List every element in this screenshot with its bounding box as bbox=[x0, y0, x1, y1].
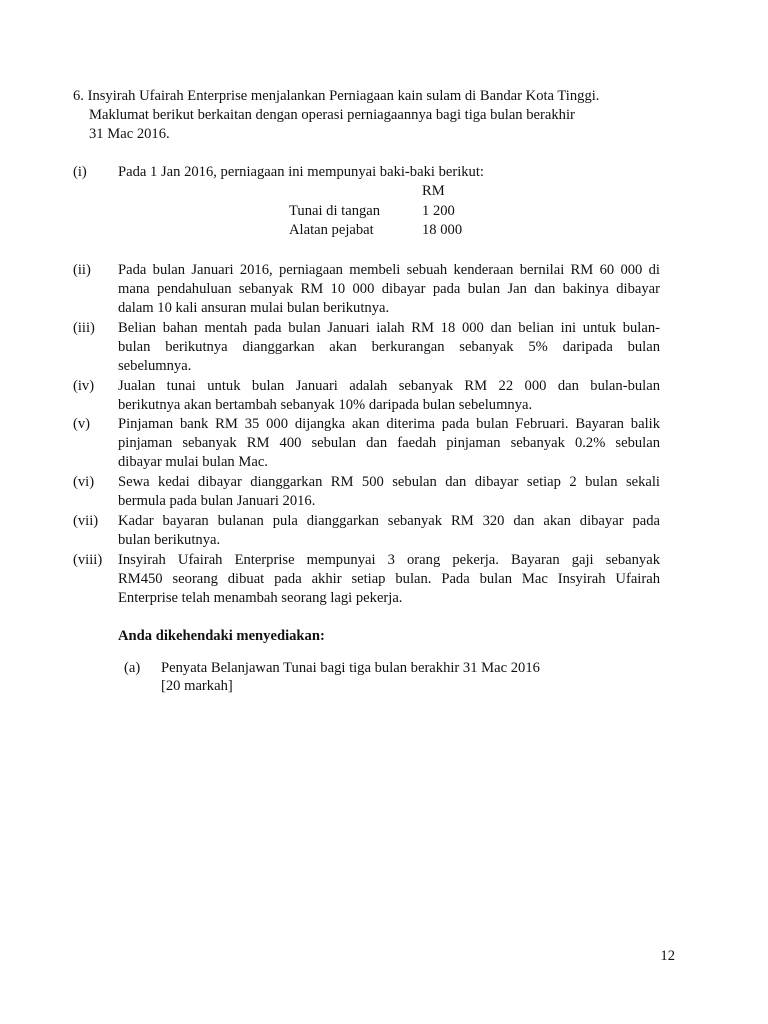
balance-row-name: Alatan pejabat bbox=[289, 222, 374, 238]
item-text-line: Kadar bayaran bulanan pula dianggarkan sebanyak RM 320 dan akan dibayar pada bbox=[118, 513, 660, 529]
item-label: (v) bbox=[73, 416, 91, 432]
item-text-line: bulan berikutnya dianggarkan akan berkurangan sebanyak 5% daripada bulan bbox=[118, 339, 660, 355]
item-text-line: pinjaman sebanyak RM 400 sebulan dan faedah pinjaman sebanyak 0.2% sebulan bbox=[118, 435, 660, 451]
item-text-line: Pinjaman bank RM 35 000 dijangka akan diterima pada bulan Februari. Bayaran balik bbox=[118, 416, 660, 432]
item-text-line: Pada bulan Januari 2016, perniagaan membeli sebuah kenderaan bernilai RM 60 000 di bbox=[118, 262, 660, 278]
item-text-line: mana pendahuluan sebanyak RM 10 000 dibayar pada bulan Jan dan bakinya dibayar bbox=[118, 281, 660, 297]
balance-row-name: Tunai di tangan bbox=[289, 203, 381, 219]
question-intro-line: Maklumat berikut berkaitan dengan operasi perniagaannya bagi tiga bulan berakhir bbox=[89, 107, 575, 123]
task-heading: Anda dikehendaki menyediakan: bbox=[118, 628, 325, 644]
item-text-line: Enterprise telah menambah seorang lagi pekerja. bbox=[118, 590, 403, 606]
question-intro-line: 31 Mac 2016. bbox=[89, 126, 170, 142]
item-label: (i) bbox=[73, 164, 87, 180]
page-number: 12 bbox=[660, 948, 675, 964]
item-text-line: RM450 seorang dibuat pada akhir setiap bulan. Pada bulan Mac Insyirah Ufairah bbox=[118, 571, 660, 587]
item-label: (viii) bbox=[73, 552, 103, 568]
item-text-line: bermula pada bulan Januari 2016. bbox=[118, 493, 316, 509]
item-text-line: Sewa kedai dibayar dianggarkan RM 500 sebulan dan dibayar setiap 2 bulan sekali bbox=[118, 474, 660, 490]
item-label: (iv) bbox=[73, 378, 95, 394]
balance-currency-header: RM bbox=[422, 183, 445, 199]
item-label: (vi) bbox=[73, 474, 95, 490]
item-text-line: dibayar mulai bulan Mac. bbox=[118, 454, 268, 470]
item-label: (ii) bbox=[73, 262, 91, 278]
question-title: 6. Insyirah Ufairah Enterprise menjalankan Perniagaan kain sulam di Bandar Kota Tinggi. bbox=[73, 88, 600, 104]
item-text-line: Jualan tunai untuk bulan Januari adalah sebanyak RM 22 000 dan bulan-bulan bbox=[118, 378, 660, 394]
task-a-marks: [20 markah] bbox=[161, 678, 233, 694]
item-text-line: Belian bahan mentah pada bulan Januari ialah RM 18 000 dan belian ini untuk bulan- bbox=[118, 320, 660, 336]
item-label: (vii) bbox=[73, 513, 99, 529]
item-text-line: bulan berikutnya. bbox=[118, 532, 221, 548]
item-text-line: sebelumnya. bbox=[118, 358, 192, 374]
item-text-line: berikutnya akan bertambah sebanyak 10% daripada bulan sebelumnya. bbox=[118, 397, 533, 413]
item-label: (iii) bbox=[73, 320, 95, 336]
task-a-text: Penyata Belanjawan Tunai bagi tiga bulan berakhir 31 Mac 2016 bbox=[161, 660, 540, 676]
balance-row-value: 18 000 bbox=[422, 222, 463, 238]
item-text-line: Insyirah Ufairah Enterprise mempunyai 3 orang pekerja. Bayaran gaji sebanyak bbox=[118, 552, 660, 568]
balance-row-value: 1 200 bbox=[422, 203, 455, 219]
task-a-label: (a) bbox=[124, 660, 141, 676]
item-text-line: dalam 10 kali ansuran mulai bulan berikutnya. bbox=[118, 300, 390, 316]
item-text: Pada 1 Jan 2016, perniagaan ini mempunyai baki-baki berikut: bbox=[118, 164, 484, 180]
